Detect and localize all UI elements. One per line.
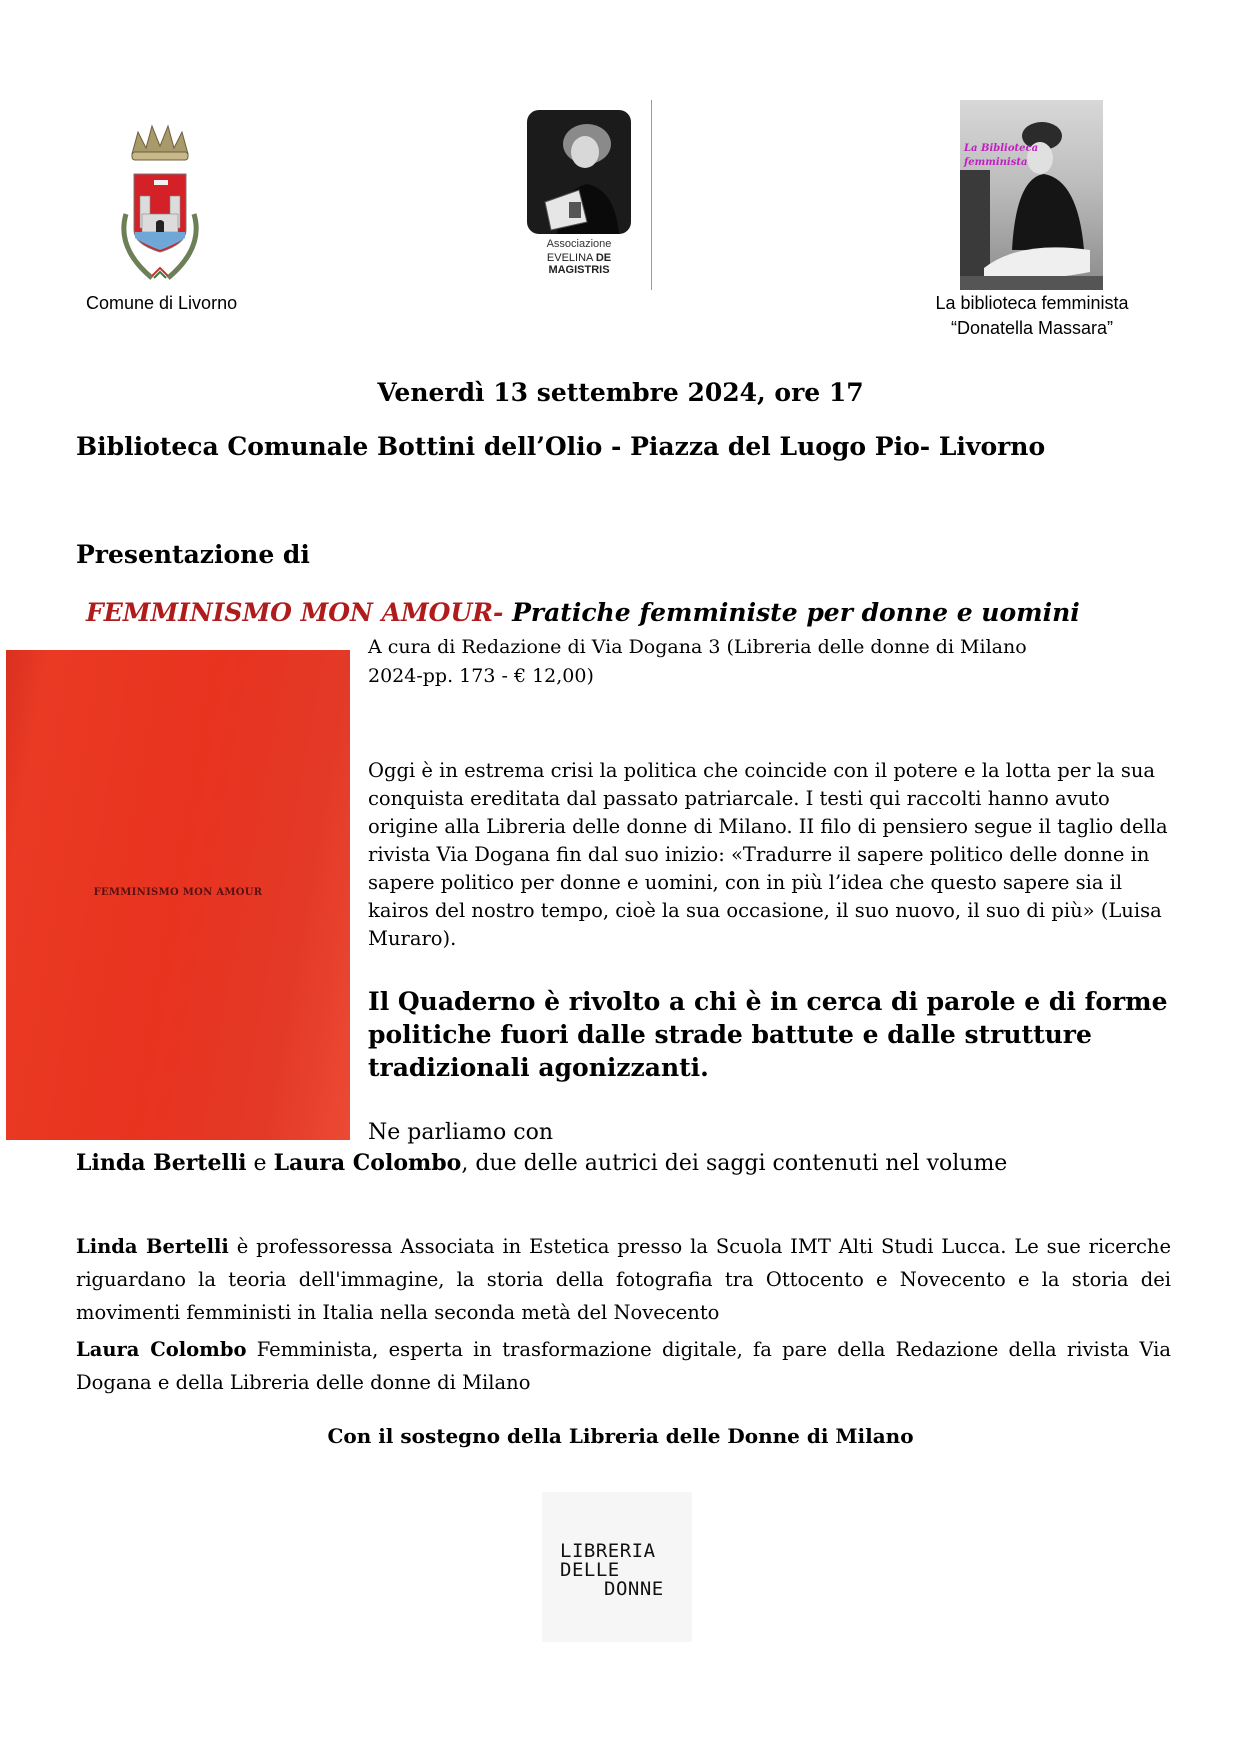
speakers-conj: e: [246, 1151, 274, 1176]
book-subtitle: Pratiche femministe per donne e uomini: [503, 598, 1080, 627]
event-venue: Biblioteca Comunale Bottini dell’Olio - Piazza del Luogo Pio- Livorno: [76, 432, 1046, 461]
evelina-line2-bold: DE MAGISTRIS: [548, 252, 612, 276]
libreria-delle-donne-logo: [542, 1492, 692, 1642]
woman-reading-icon: [527, 110, 631, 234]
logo-divider: [651, 100, 652, 290]
bio-name: Linda Bertelli: [76, 1235, 229, 1258]
biblioteca-overlay-text: [964, 142, 1038, 170]
libreria-line1: LIBRERIA: [560, 1540, 656, 1562]
curated-line1: A cura di Redazione di Via Dogana 3 (Libreria delle donne di Milano: [368, 636, 1027, 658]
comune-label: Comune di Livorno: [86, 293, 238, 313]
evelina-line2: [519, 252, 639, 276]
book-title-line: [86, 598, 1080, 627]
biblioteca-label-line2: “Donatella Massara”: [950, 318, 1114, 338]
curated-line2: 2024-pp. 173 - € 12,00): [368, 665, 594, 687]
book-curated-info: [368, 633, 1168, 691]
support-statement: Con il sostegno della Libreria delle Donne di Milano: [327, 1424, 914, 1448]
overlay-line2: femminista: [964, 157, 1028, 168]
libreria-line3: DONNE: [604, 1578, 664, 1600]
speakers-intro: Ne parliamo con: [368, 1120, 554, 1145]
bio-linda-bertelli: [76, 1230, 1171, 1329]
speakers-tail: , due delle autrici dei saggi contenuti nel volume: [461, 1151, 1008, 1176]
speaker-name-1: Linda Bertelli: [76, 1150, 247, 1176]
bio-name: Laura Colombo: [76, 1338, 247, 1361]
comune-di-livorno-logo: [112, 118, 208, 288]
biblioteca-label-line1: La biblioteca femminista: [935, 293, 1129, 313]
libreria-logo-text: [560, 1542, 664, 1599]
book-cover-image: [6, 650, 350, 1140]
evelina-line1: Associazione: [546, 238, 612, 250]
speaker-name-2: Laura Colombo: [273, 1150, 462, 1176]
book-title: FEMMINISMO MON AMOUR-: [86, 598, 504, 627]
book-description: Oggi è in estrema crisi la politica che coincide con il potere e la lotta per la sua conquista ereditata dal passato patriarcale. I testi qui raccolti hanno avuto origine alla Libreria delle donne di Milano. II filo di pensiero segue il taglio della rivista Via Dogana fin dal suo inizio: «Tradurre il sapere politico delle donne in sapere politico per donne e uomini, con in più l’idea che questo sapere sia il kairos del nostro tempo, cioè la sua occasione, il suo nuovo, il suo di più» (Luisa Muraro).: [368, 759, 1168, 950]
libreria-line2: DELLE: [560, 1559, 620, 1581]
presentation-label: Presentazione di: [76, 540, 310, 569]
bio-text: Femminista, esperta in trasformazione digitale, fa pare della Redazione della rivista Via Dogana e della Libreria delle donne di Milano: [76, 1338, 1172, 1394]
coat-of-arms-icon: [112, 118, 208, 288]
evelina-line2-light: EVELINA: [546, 252, 596, 264]
event-date: Venerdì 13 settembre 2024, ore 17: [377, 378, 864, 407]
biblioteca-femminista-photo: [960, 100, 1103, 290]
book-cover-title: FEMMINISMO MON AMOUR: [93, 887, 263, 898]
evelina-de-magistris-logo: [527, 110, 631, 276]
bio-text: è professoressa Associata in Estetica presso la Scuola IMT Alti Studi Lucca. Le sue ricerche riguardano la teoria dell'immagine, la storia della fotografia tra Ottocento e Novecento e la storia dei movimenti femministi in Italia nella seconda metà del Novecento: [76, 1235, 1172, 1324]
overlay-line1: La Biblioteca: [964, 143, 1039, 154]
speakers-line: [76, 1150, 1007, 1176]
bio-laura-colombo: [76, 1333, 1171, 1399]
book-highlight: Il Quaderno è rivolto a chi è in cerca di parole e di forme politiche fuori dalle strade battute e dalle strutture tradizionali agonizzanti.: [368, 987, 1168, 1082]
